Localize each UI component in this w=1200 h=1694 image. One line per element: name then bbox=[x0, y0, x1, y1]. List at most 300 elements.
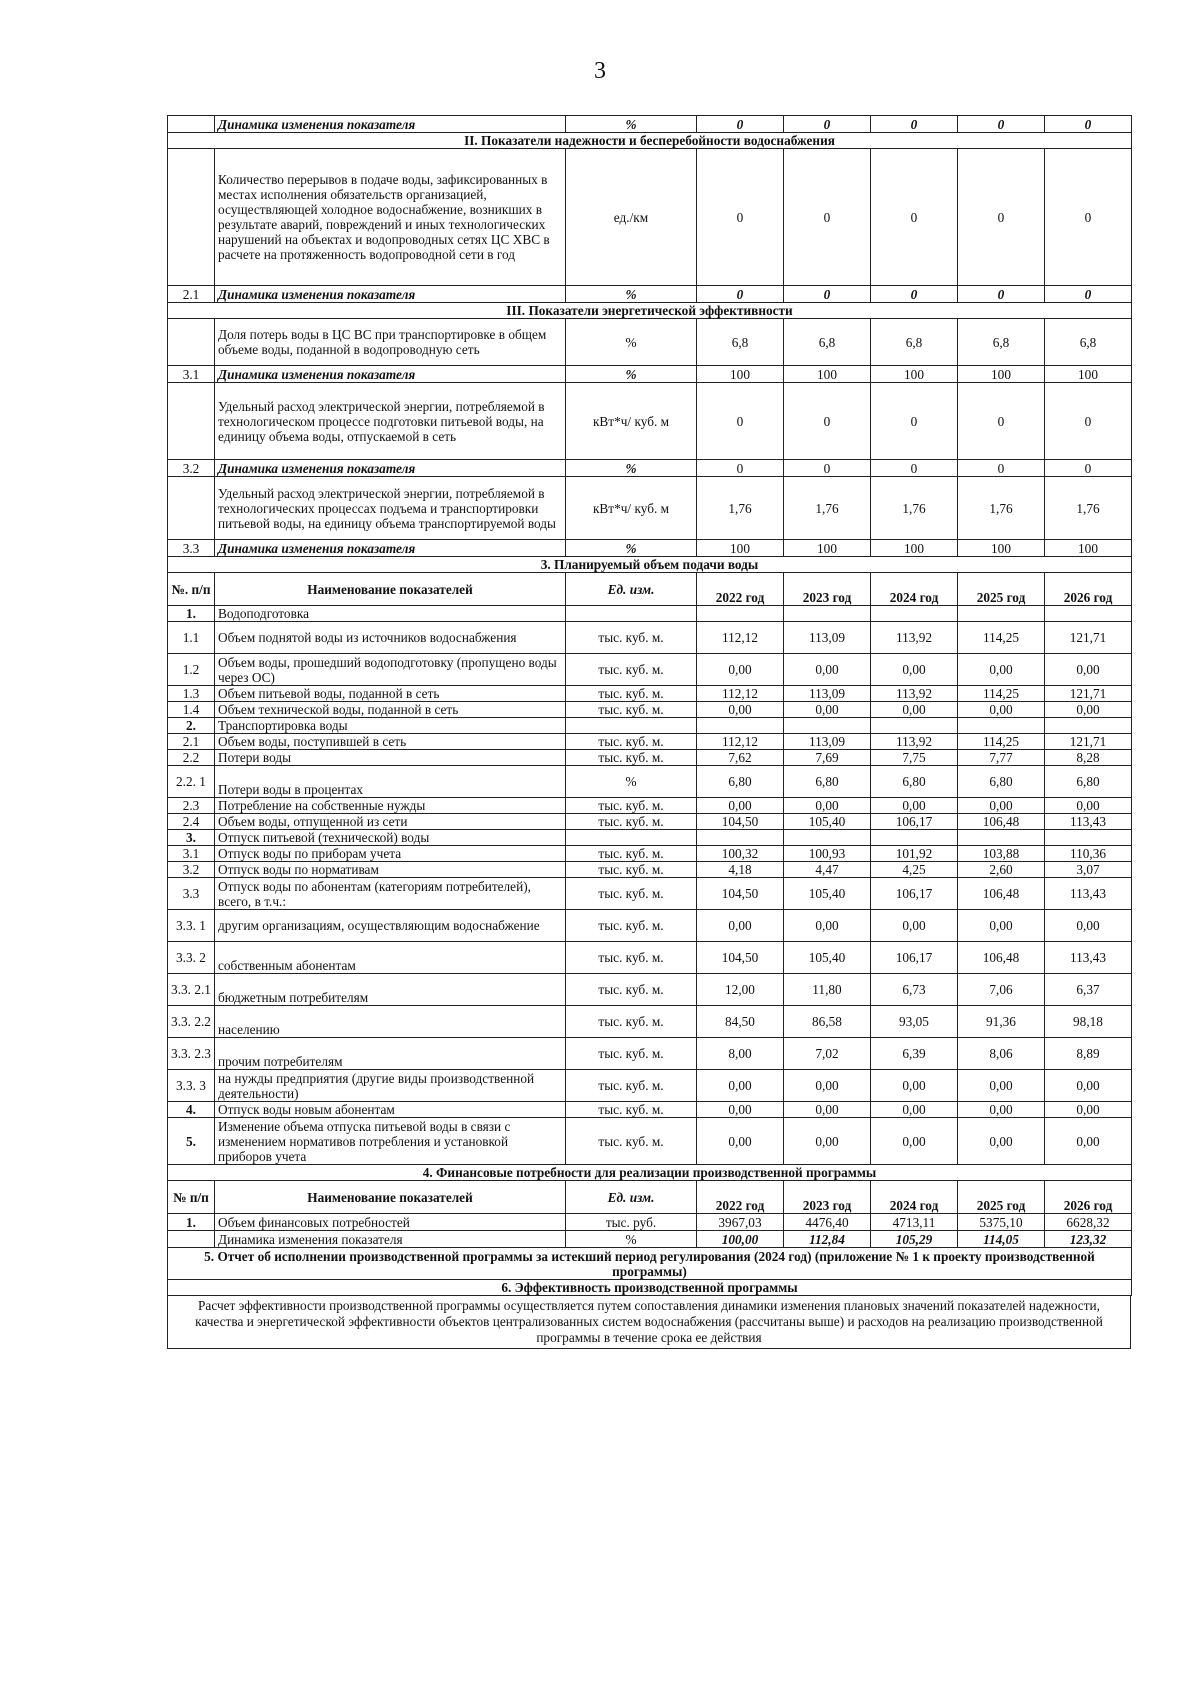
value-cell: 0,00 bbox=[1045, 1118, 1132, 1165]
num-cell: 3.3 bbox=[168, 878, 215, 910]
num-cell: 3.2 bbox=[168, 460, 215, 477]
name-cell: Отпуск питьевой (технической) воды bbox=[215, 830, 566, 846]
header-num: № п/п bbox=[168, 1181, 215, 1214]
value-cell: 106,48 bbox=[958, 942, 1045, 974]
value-cell: 2,60 bbox=[958, 862, 1045, 878]
value-cell: 6,8 bbox=[697, 319, 784, 366]
section-row bbox=[168, 133, 1132, 149]
value-cell: 0,00 bbox=[784, 654, 871, 686]
value-cell: 8,00 bbox=[697, 1038, 784, 1070]
section-title-5: 5. Отчет об исполнении производственной программы за истекший период регулирования (2024 год) (приложение № 1 к проекту производственной программы) bbox=[168, 1248, 1132, 1280]
value-cell: 0,00 bbox=[784, 1118, 871, 1165]
value-cell: 113,92 bbox=[871, 734, 958, 750]
value-cell: 0 bbox=[1045, 460, 1132, 477]
value-cell: 0 bbox=[784, 460, 871, 477]
value-cell bbox=[958, 830, 1045, 846]
value-cell: 4,47 bbox=[784, 862, 871, 878]
value-cell: 100 bbox=[871, 366, 958, 383]
value-cell: 0 bbox=[1045, 116, 1132, 133]
value-cell: 0,00 bbox=[1045, 910, 1132, 942]
name-cell: Динамика изменения показателя bbox=[215, 116, 566, 133]
name-cell: Объем воды, поступившей в сеть bbox=[215, 734, 566, 750]
value-cell: 0 bbox=[871, 149, 958, 286]
num-cell bbox=[168, 1231, 215, 1248]
num-cell: 1. bbox=[168, 1214, 215, 1231]
table-row bbox=[168, 1214, 1132, 1231]
value-cell: 6,80 bbox=[697, 766, 784, 798]
table-row bbox=[168, 1038, 1132, 1070]
value-cell: 0 bbox=[958, 460, 1045, 477]
value-cell: 0 bbox=[784, 116, 871, 133]
value-cell: 0,00 bbox=[784, 702, 871, 718]
unit-cell: тыс. куб. м. bbox=[566, 702, 697, 718]
efficiency-text: Расчет эффективности производственной программы осуществляется путем сопоставления динамики изменения плановых значений показателей надежности, качества и энергетической эффективности объектов централизованных систем водоснабжения (рассчитаны выше) и расходов на реализацию производственной программы в течение срока ее действия bbox=[167, 1296, 1131, 1349]
num-cell: 1. bbox=[168, 606, 215, 622]
value-cell: 7,06 bbox=[958, 974, 1045, 1006]
value-cell: 0 bbox=[697, 149, 784, 286]
table-row bbox=[168, 622, 1132, 654]
unit-cell: тыс. куб. м. bbox=[566, 1006, 697, 1038]
value-cell: 0 bbox=[871, 286, 958, 303]
unit-cell: тыс. куб. м. bbox=[566, 1070, 697, 1102]
unit-cell: тыс. куб. м. bbox=[566, 750, 697, 766]
value-cell: 0,00 bbox=[697, 702, 784, 718]
value-cell: 0,00 bbox=[871, 1102, 958, 1118]
value-cell: 121,71 bbox=[1045, 622, 1132, 654]
unit-cell: тыс. куб. м. bbox=[566, 862, 697, 878]
value-cell: 112,12 bbox=[697, 622, 784, 654]
table-row bbox=[168, 734, 1132, 750]
value-cell: 6,73 bbox=[871, 974, 958, 1006]
value-cell: 6,37 bbox=[1045, 974, 1132, 1006]
value-cell: 0,00 bbox=[784, 798, 871, 814]
name-cell: Потери воды в процентах bbox=[215, 766, 566, 798]
unit-cell: тыс. куб. м. bbox=[566, 734, 697, 750]
section-title-III: III. Показатели энергетической эффективности bbox=[168, 303, 1132, 319]
value-cell: 6,80 bbox=[784, 766, 871, 798]
value-cell: 7,02 bbox=[784, 1038, 871, 1070]
header-year: 2026 год bbox=[1045, 573, 1132, 606]
unit-cell: тыс. куб. м. bbox=[566, 814, 697, 830]
value-cell: 0,00 bbox=[1045, 1102, 1132, 1118]
table-row bbox=[168, 878, 1132, 910]
value-cell: 93,05 bbox=[871, 1006, 958, 1038]
num-cell: 2.2 bbox=[168, 750, 215, 766]
table-row bbox=[168, 862, 1132, 878]
indicator-row bbox=[168, 149, 1132, 286]
header-unit: Ед. изм. bbox=[566, 1181, 697, 1214]
name-cell: Объем питьевой воды, поданной в сеть bbox=[215, 686, 566, 702]
name-cell: Динамика изменения показателя bbox=[215, 366, 566, 383]
value-cell: 6,8 bbox=[871, 319, 958, 366]
value-cell: 114,25 bbox=[958, 734, 1045, 750]
value-cell bbox=[697, 830, 784, 846]
name-cell: Количество перерывов в подаче воды, зафиксированных в местах исполнения обязательств организацией, осуществляющей холодное водоснабжение, возникших в результате аварий, повреждений и иных технологических нарушений на объектах и водопроводных сетях ЦС ХВС в расчете на протяженность водопроводной сети в год bbox=[215, 149, 566, 286]
table-row bbox=[168, 750, 1132, 766]
value-cell: 0 bbox=[958, 149, 1045, 286]
value-cell: 100 bbox=[697, 366, 784, 383]
unit-cell bbox=[566, 830, 697, 846]
value-cell: 114,05 bbox=[958, 1231, 1045, 1248]
unit-cell: % bbox=[566, 116, 697, 133]
section-row bbox=[168, 1165, 1132, 1181]
value-cell: 121,71 bbox=[1045, 686, 1132, 702]
value-cell: 100 bbox=[958, 540, 1045, 557]
value-cell: 0 bbox=[871, 383, 958, 460]
value-cell: 6628,32 bbox=[1045, 1214, 1132, 1231]
name-cell: Изменение объема отпуска питьевой воды в связи с изменением нормативов потребления и установкой приборов учета bbox=[215, 1118, 566, 1165]
value-cell: 113,92 bbox=[871, 622, 958, 654]
value-cell: 4476,40 bbox=[784, 1214, 871, 1231]
name-cell: Динамика изменения показателя bbox=[215, 1231, 566, 1248]
value-cell: 105,40 bbox=[784, 942, 871, 974]
unit-cell: тыс. куб. м. bbox=[566, 654, 697, 686]
value-cell: 6,8 bbox=[1045, 319, 1132, 366]
num-cell bbox=[168, 149, 215, 286]
header-year: 2025 год bbox=[958, 573, 1045, 606]
value-cell: 6,8 bbox=[784, 319, 871, 366]
table-row bbox=[168, 718, 1132, 734]
value-cell: 4713,11 bbox=[871, 1214, 958, 1231]
value-cell: 7,75 bbox=[871, 750, 958, 766]
header-row bbox=[168, 1181, 1132, 1214]
unit-cell: тыс. куб. м. bbox=[566, 878, 697, 910]
value-cell: 7,69 bbox=[784, 750, 871, 766]
num-cell: 3.3. 1 bbox=[168, 910, 215, 942]
unit-cell: тыс. руб. bbox=[566, 1214, 697, 1231]
dynamics-row bbox=[168, 460, 1132, 477]
table-body bbox=[168, 116, 1132, 1296]
value-cell: 103,88 bbox=[958, 846, 1045, 862]
header-year: 2022 год bbox=[697, 1181, 784, 1214]
table-row bbox=[168, 798, 1132, 814]
dynamics-row bbox=[168, 540, 1132, 557]
unit-cell: кВт*ч/ куб. м bbox=[566, 477, 697, 540]
indicator-row bbox=[168, 383, 1132, 460]
num-cell: 3.3. 2.2 bbox=[168, 1006, 215, 1038]
value-cell: 7,62 bbox=[697, 750, 784, 766]
document-table-area bbox=[167, 115, 1131, 1349]
value-cell: 6,80 bbox=[871, 766, 958, 798]
table-row bbox=[168, 1102, 1132, 1118]
value-cell: 1,76 bbox=[871, 477, 958, 540]
value-cell: 0 bbox=[958, 383, 1045, 460]
name-cell: Удельный расход электрической энергии, потребляемой в технологическом процессе подготовки питьевой воды, на единицу объема воды, отпускаемой в сеть bbox=[215, 383, 566, 460]
name-cell: Объем технической воды, поданной в сеть bbox=[215, 702, 566, 718]
value-cell: 101,92 bbox=[871, 846, 958, 862]
value-cell: 105,40 bbox=[784, 878, 871, 910]
name-cell: собственным абонентам bbox=[215, 942, 566, 974]
value-cell: 112,12 bbox=[697, 686, 784, 702]
value-cell: 100 bbox=[871, 540, 958, 557]
section-title-3: 3. Планируемый объем подачи воды bbox=[168, 557, 1132, 573]
header-unit: Ед. изм. bbox=[566, 573, 697, 606]
unit-cell: тыс. куб. м. bbox=[566, 1102, 697, 1118]
value-cell: 121,71 bbox=[1045, 734, 1132, 750]
unit-cell: тыс. куб. м. bbox=[566, 942, 697, 974]
unit-cell: тыс. куб. м. bbox=[566, 846, 697, 862]
value-cell: 0,00 bbox=[958, 702, 1045, 718]
value-cell: 0,00 bbox=[871, 702, 958, 718]
value-cell: 0 bbox=[697, 286, 784, 303]
table-row bbox=[168, 846, 1132, 862]
value-cell: 6,80 bbox=[958, 766, 1045, 798]
value-cell: 0 bbox=[1045, 383, 1132, 460]
value-cell bbox=[1045, 718, 1132, 734]
num-cell: 3.3. 3 bbox=[168, 1070, 215, 1102]
value-cell: 100 bbox=[958, 366, 1045, 383]
value-cell: 7,77 bbox=[958, 750, 1045, 766]
value-cell: 91,36 bbox=[958, 1006, 1045, 1038]
value-cell: 3967,03 bbox=[697, 1214, 784, 1231]
num-cell: 3.2 bbox=[168, 862, 215, 878]
unit-cell: % bbox=[566, 540, 697, 557]
section-row bbox=[168, 557, 1132, 573]
num-cell: 3.3. 2 bbox=[168, 942, 215, 974]
num-cell bbox=[168, 383, 215, 460]
name-cell: Динамика изменения показателя bbox=[215, 540, 566, 557]
name-cell: Объем воды, отпущенной из сети bbox=[215, 814, 566, 830]
section-row bbox=[168, 1280, 1132, 1296]
value-cell: 105,29 bbox=[871, 1231, 958, 1248]
value-cell: 8,06 bbox=[958, 1038, 1045, 1070]
value-cell: 11,80 bbox=[784, 974, 871, 1006]
name-cell: на нужды предприятия (другие виды производственной деятельности) bbox=[215, 1070, 566, 1102]
unit-cell: тыс. куб. м. bbox=[566, 974, 697, 1006]
header-year: 2024 год bbox=[871, 573, 958, 606]
value-cell: 0,00 bbox=[871, 1118, 958, 1165]
section-row bbox=[168, 1248, 1132, 1280]
table-row bbox=[168, 830, 1132, 846]
header-year: 2026 год bbox=[1045, 1181, 1132, 1214]
section-row bbox=[168, 303, 1132, 319]
value-cell: 0,00 bbox=[784, 910, 871, 942]
value-cell: 113,92 bbox=[871, 686, 958, 702]
value-cell bbox=[784, 718, 871, 734]
header-year: 2023 год bbox=[784, 1181, 871, 1214]
value-cell: 8,89 bbox=[1045, 1038, 1132, 1070]
value-cell: 113,43 bbox=[1045, 878, 1132, 910]
value-cell: 12,00 bbox=[697, 974, 784, 1006]
unit-cell: ед./км bbox=[566, 149, 697, 286]
value-cell: 0,00 bbox=[697, 1070, 784, 1102]
value-cell bbox=[871, 718, 958, 734]
name-cell: Объем поднятой воды из источников водоснабжения bbox=[215, 622, 566, 654]
num-cell: 2.1 bbox=[168, 734, 215, 750]
value-cell: 0,00 bbox=[1045, 654, 1132, 686]
value-cell: 0,00 bbox=[958, 910, 1045, 942]
value-cell: 114,25 bbox=[958, 622, 1045, 654]
table-row bbox=[168, 910, 1132, 942]
name-cell: Водоподготовка bbox=[215, 606, 566, 622]
value-cell: 106,17 bbox=[871, 878, 958, 910]
header-name: Наименование показателей bbox=[215, 1181, 566, 1214]
value-cell: 0 bbox=[697, 383, 784, 460]
value-cell: 112,12 bbox=[697, 734, 784, 750]
value-cell: 1,76 bbox=[697, 477, 784, 540]
value-cell: 0,00 bbox=[784, 1102, 871, 1118]
value-cell: 100 bbox=[1045, 366, 1132, 383]
header-row bbox=[168, 573, 1132, 606]
name-cell: другим организациям, осуществляющим водоснабжение bbox=[215, 910, 566, 942]
value-cell: 113,09 bbox=[784, 734, 871, 750]
unit-cell bbox=[566, 606, 697, 622]
table-row bbox=[168, 974, 1132, 1006]
num-cell: 2.3 bbox=[168, 798, 215, 814]
table-row bbox=[168, 1231, 1132, 1248]
value-cell: 106,48 bbox=[958, 878, 1045, 910]
value-cell: 0,00 bbox=[958, 798, 1045, 814]
num-cell bbox=[168, 319, 215, 366]
value-cell: 3,07 bbox=[1045, 862, 1132, 878]
value-cell: 114,25 bbox=[958, 686, 1045, 702]
value-cell: 100 bbox=[784, 540, 871, 557]
unit-cell: кВт*ч/ куб. м bbox=[566, 383, 697, 460]
value-cell: 0,00 bbox=[1045, 798, 1132, 814]
value-cell: 100 bbox=[784, 366, 871, 383]
name-cell: Удельный расход электрической энергии, потребляемой в технологических процессах подъема и транспортировки питьевой воды, на единицу объема транспортируемой воды bbox=[215, 477, 566, 540]
value-cell: 4,18 bbox=[697, 862, 784, 878]
value-cell: 0,00 bbox=[958, 654, 1045, 686]
value-cell bbox=[1045, 830, 1132, 846]
table-row bbox=[168, 1006, 1132, 1038]
value-cell: 0 bbox=[697, 460, 784, 477]
num-cell: 2.2. 1 bbox=[168, 766, 215, 798]
table-row bbox=[168, 702, 1132, 718]
name-cell: Транспортировка воды bbox=[215, 718, 566, 734]
value-cell: 0,00 bbox=[1045, 1070, 1132, 1102]
unit-cell: тыс. куб. м. bbox=[566, 1038, 697, 1070]
name-cell: Динамика изменения показателя bbox=[215, 460, 566, 477]
value-cell: 0 bbox=[697, 116, 784, 133]
num-cell: 1.3 bbox=[168, 686, 215, 702]
name-cell: Объем финансовых потребностей bbox=[215, 1214, 566, 1231]
value-cell: 6,8 bbox=[958, 319, 1045, 366]
value-cell: 86,58 bbox=[784, 1006, 871, 1038]
value-cell bbox=[784, 606, 871, 622]
name-cell: Отпуск воды по нормативам bbox=[215, 862, 566, 878]
section-title-6: 6. Эффективность производственной программы bbox=[168, 1280, 1132, 1296]
value-cell bbox=[958, 606, 1045, 622]
table-row bbox=[168, 942, 1132, 974]
value-cell: 0,00 bbox=[697, 654, 784, 686]
section-title-II: II. Показатели надежности и бесперебойности водоснабжения bbox=[168, 133, 1132, 149]
value-cell: 0 bbox=[784, 383, 871, 460]
name-cell: Доля потерь воды в ЦС ВС при транспортировке в общем объеме воды, поданной в водопроводную сеть bbox=[215, 319, 566, 366]
value-cell: 0 bbox=[784, 149, 871, 286]
unit-cell: % bbox=[566, 766, 697, 798]
name-cell: Отпуск воды новым абонентам bbox=[215, 1102, 566, 1118]
unit-cell: % bbox=[566, 319, 697, 366]
header-year: 2023 год bbox=[784, 573, 871, 606]
unit-cell: % bbox=[566, 460, 697, 477]
value-cell: 0 bbox=[871, 460, 958, 477]
num-cell: 3. bbox=[168, 830, 215, 846]
num-cell: 3.3. 2.1 bbox=[168, 974, 215, 1006]
value-cell: 100,32 bbox=[697, 846, 784, 862]
num-cell: 3.3. 2.3 bbox=[168, 1038, 215, 1070]
name-cell: бюджетным потребителям bbox=[215, 974, 566, 1006]
value-cell bbox=[697, 718, 784, 734]
table-row bbox=[168, 686, 1132, 702]
name-cell: Потребление на собственные нужды bbox=[215, 798, 566, 814]
dynamics-row bbox=[168, 366, 1132, 383]
num-cell: 5. bbox=[168, 1118, 215, 1165]
value-cell: 0,00 bbox=[697, 798, 784, 814]
value-cell bbox=[697, 606, 784, 622]
value-cell: 0,00 bbox=[697, 910, 784, 942]
value-cell: 4,25 bbox=[871, 862, 958, 878]
header-year: 2022 год bbox=[697, 573, 784, 606]
dynamics-row bbox=[168, 116, 1132, 133]
value-cell: 0 bbox=[784, 286, 871, 303]
program-table bbox=[167, 115, 1132, 1296]
num-cell: 3.1 bbox=[168, 846, 215, 862]
value-cell: 100 bbox=[697, 540, 784, 557]
unit-cell: тыс. куб. м. bbox=[566, 686, 697, 702]
value-cell: 100,93 bbox=[784, 846, 871, 862]
unit-cell: тыс. куб. м. bbox=[566, 910, 697, 942]
num-cell bbox=[168, 116, 215, 133]
value-cell: 0 bbox=[871, 116, 958, 133]
name-cell: населению bbox=[215, 1006, 566, 1038]
value-cell: 0 bbox=[958, 116, 1045, 133]
value-cell bbox=[1045, 606, 1132, 622]
page-number: 3 bbox=[594, 58, 606, 84]
value-cell: 8,28 bbox=[1045, 750, 1132, 766]
name-cell: Динамика изменения показателя bbox=[215, 286, 566, 303]
unit-cell: тыс. куб. м. bbox=[566, 798, 697, 814]
header-year: 2024 год bbox=[871, 1181, 958, 1214]
value-cell: 6,39 bbox=[871, 1038, 958, 1070]
name-cell: Потери воды bbox=[215, 750, 566, 766]
header-name: Наименование показателей bbox=[215, 573, 566, 606]
header-num: №. п/п bbox=[168, 573, 215, 606]
value-cell: 104,50 bbox=[697, 878, 784, 910]
name-cell: Объем воды, прошедший водоподготовку (пропущено воды через ОС) bbox=[215, 654, 566, 686]
value-cell: 123,32 bbox=[1045, 1231, 1132, 1248]
unit-cell bbox=[566, 718, 697, 734]
value-cell: 104,50 bbox=[697, 814, 784, 830]
value-cell: 0,00 bbox=[958, 1070, 1045, 1102]
num-cell: 3.1 bbox=[168, 366, 215, 383]
value-cell: 0,00 bbox=[697, 1118, 784, 1165]
value-cell bbox=[871, 830, 958, 846]
num-cell: 1.1 bbox=[168, 622, 215, 654]
dynamics-row bbox=[168, 286, 1132, 303]
value-cell: 0,00 bbox=[871, 798, 958, 814]
num-cell: 1.4 bbox=[168, 702, 215, 718]
name-cell: Отпуск воды по абонентам (категориям потребителей), всего, в т.ч.: bbox=[215, 878, 566, 910]
value-cell: 0,00 bbox=[1045, 702, 1132, 718]
value-cell: 1,76 bbox=[1045, 477, 1132, 540]
unit-cell: % bbox=[566, 366, 697, 383]
value-cell: 113,43 bbox=[1045, 942, 1132, 974]
value-cell: 0 bbox=[958, 286, 1045, 303]
value-cell: 104,50 bbox=[697, 942, 784, 974]
value-cell: 106,17 bbox=[871, 942, 958, 974]
value-cell: 0 bbox=[1045, 149, 1132, 286]
value-cell: 106,48 bbox=[958, 814, 1045, 830]
value-cell bbox=[871, 606, 958, 622]
value-cell: 84,50 bbox=[697, 1006, 784, 1038]
unit-cell: тыс. куб. м. bbox=[566, 622, 697, 654]
header-year: 2025 год bbox=[958, 1181, 1045, 1214]
value-cell: 110,36 bbox=[1045, 846, 1132, 862]
value-cell bbox=[958, 718, 1045, 734]
indicator-row bbox=[168, 319, 1132, 366]
name-cell: Отпуск воды по приборам учета bbox=[215, 846, 566, 862]
